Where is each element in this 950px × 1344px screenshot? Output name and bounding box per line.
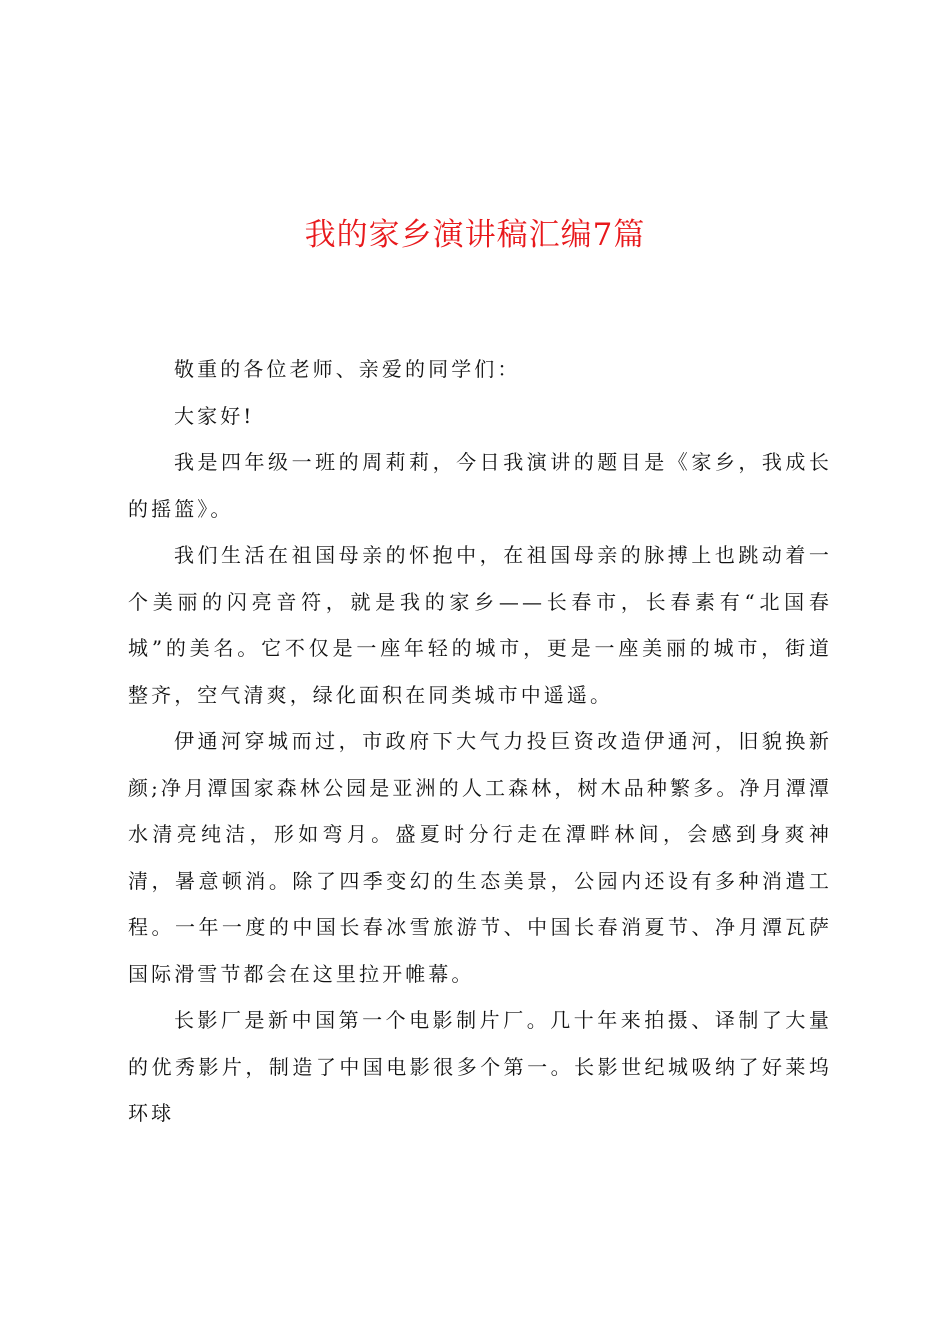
paragraph-intro: 我是四年级一班的周莉莉，今日我演讲的题目是《家乡，我成长的摇篮》。: [128, 450, 832, 521]
document-body: [128, 346, 832, 1137]
paragraph-river-park: 伊通河穿城而过，市政府下大气力投巨资改造伊通河，旧貌换新颜;净月潭国家森林公园是亚洲的人工森林，树木品种繁多。净月潭潭水清亮纯洁，形如弯月。盛夏时分行走在潭畔林间，会感到身爽神清，暑意顿消。除了四季变幻的生态美景，公园内还设有多种消遣工程。一年一度的中国长春冰雪旅游节、中国长春消夏节、净月潭瓦萨国际滑雪节都会在这里拉开帷幕。: [128, 729, 832, 986]
paragraph-greeting: 敬重的各位老师、亲爱的同学们：: [174, 357, 521, 381]
paragraph-film-studio: 长影厂是新中国第一个电影制片厂。几十年来拍摄、译制了大量的优秀影片，制造了中国电影很多个第一。长影世纪城吸纳了好莱坞环球: [128, 1008, 832, 1125]
paragraph-city: 我们生活在祖国母亲的怀抱中，在祖国母亲的脉搏上也跳动着一个美丽的闪亮音符，就是我的家乡——长春市，长春素有“北国春城”的美名。它不仅是一座年轻的城市，更是一座美丽的城市，街道整齐，空气清爽，绿化面积在同类城市中遥遥。: [128, 543, 832, 707]
document-title: 我的家乡演讲稿汇编7篇: [304, 217, 646, 253]
paragraph-hello: 大家好!: [174, 403, 255, 428]
